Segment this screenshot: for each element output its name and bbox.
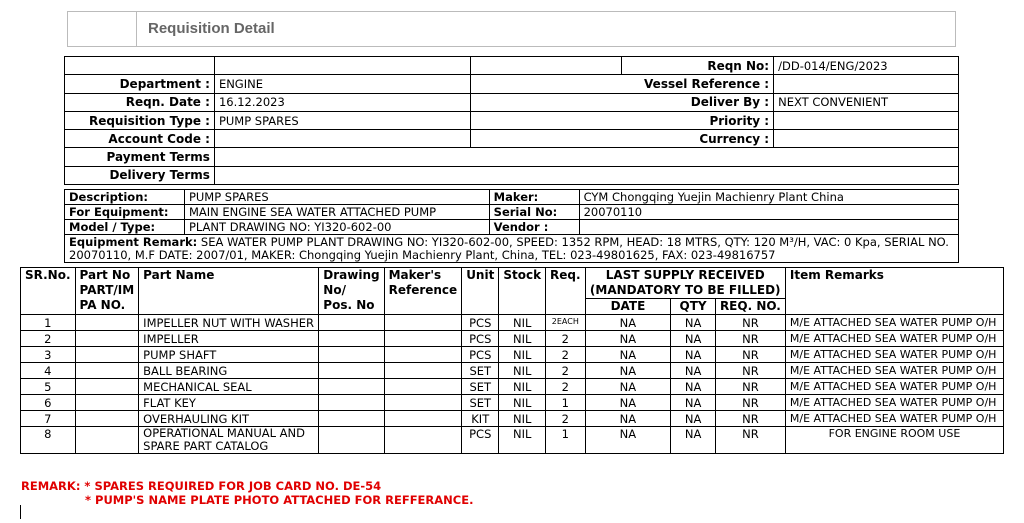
col-part-no: Part No PART/IM PA NO. — [75, 268, 139, 315]
currency-value — [774, 130, 959, 148]
cell-sr: 7 — [21, 411, 76, 427]
vessel-ref-value — [774, 75, 959, 93]
cell-date: NA — [585, 331, 671, 347]
cell-sr: 5 — [21, 379, 76, 395]
cell-maker-ref — [384, 363, 462, 379]
cell-unit: SET — [462, 379, 499, 395]
cell-stock: NIL — [499, 315, 546, 331]
vendor-value — [579, 220, 958, 235]
maker-label: Maker: — [489, 190, 579, 205]
payment-terms-value — [214, 148, 958, 166]
cell-drawing — [319, 331, 384, 347]
description-value: PUMP SPARES — [184, 190, 489, 205]
vendor-label: Vendor : — [489, 220, 579, 235]
model-label: Model / Type: — [65, 220, 185, 235]
cell-unit: PCS — [462, 315, 499, 331]
maker-value: CYM Chongqing Yuejin Machienry Plant China — [579, 190, 958, 205]
cell-part-no — [75, 395, 139, 411]
reqn-no-value: /DD-014/ENG/2023 — [774, 57, 959, 75]
col-part-name: Part Name — [139, 268, 319, 315]
cell-drawing — [319, 411, 384, 427]
cell-drawing — [319, 347, 384, 363]
cell-qty: NA — [671, 395, 716, 411]
cell-stock: NIL — [499, 395, 546, 411]
cell-maker-ref — [384, 427, 462, 454]
cell-name: FLAT KEY — [139, 395, 319, 411]
cell-sr: 2 — [21, 331, 76, 347]
cell-req-no: NR — [715, 411, 785, 427]
cell-maker-ref — [384, 347, 462, 363]
equipment-value: MAIN ENGINE SEA WATER ATTACHED PUMP — [184, 205, 489, 220]
delivery-terms-value — [214, 166, 958, 184]
table-row — [21, 395, 1004, 411]
cell-date: NA — [585, 427, 671, 454]
cell-req-no: NR — [715, 347, 785, 363]
cell-req: 2 — [546, 331, 586, 347]
serial-value: 20070110 — [579, 205, 958, 220]
cell-stock: NIL — [499, 427, 546, 454]
cell-date: NA — [585, 363, 671, 379]
items-table — [20, 267, 1004, 454]
department-label: Department : — [65, 75, 215, 93]
equipment-remark-text: SEA WATER PUMP PLANT DRAWING NO: YI320-602-00, SPEED: 1352 RPM, HEAD: 18 MTRS, QTY: 120 M³/H, VAC: 0 Kpa, SERIAL NO. 20070110, M.F DATE: 2007/01, MAKER: Chongqing Yuejin Machienry Plant, China, TEL: 023-49801625, FAX: 023-49816757 — [69, 234, 949, 262]
col-sr: SR.No. — [21, 268, 76, 315]
cell-qty: NA — [671, 347, 716, 363]
cell-name: IMPELLER NUT WITH WASHER — [139, 315, 319, 331]
department-value: ENGINE — [214, 75, 470, 93]
deliver-by-value: NEXT CONVENIENT — [774, 93, 959, 111]
cell-drawing — [319, 427, 384, 454]
cell-part-no — [75, 363, 139, 379]
cell-req-no: NR — [715, 331, 785, 347]
cell-remark: FOR ENGINE ROOM USE — [785, 427, 1003, 454]
remark-line-2: * PUMP'S NAME PLATE PHOTO ATTACHED FOR REFFERANCE. — [85, 493, 474, 507]
cell-part-no — [75, 315, 139, 331]
table-row — [21, 331, 1004, 347]
vessel-ref-label: Vessel Reference : — [470, 75, 774, 93]
model-value: PLANT DRAWING NO: YI320-602-00 — [184, 220, 489, 235]
cell-unit: PCS — [462, 427, 499, 454]
cell-req: 2 — [546, 411, 586, 427]
cell-part-no — [75, 411, 139, 427]
deliver-by-label: Deliver By : — [470, 93, 774, 111]
col-qty: QTY — [671, 299, 716, 315]
cell-unit: SET — [462, 363, 499, 379]
col-item-remarks: Item Remarks — [785, 268, 1003, 315]
cell-qty: NA — [671, 315, 716, 331]
delivery-terms-label: Delivery Terms — [65, 166, 215, 184]
cell-part-no — [75, 331, 139, 347]
table-row — [21, 363, 1004, 379]
table-row — [21, 347, 1004, 363]
cell-name: OPERATIONAL MANUAL AND SPARE PART CATALOG — [139, 427, 319, 454]
title-bar — [67, 11, 956, 47]
cell-req-no: NR — [715, 363, 785, 379]
cell-qty: NA — [671, 363, 716, 379]
cell-part-no — [75, 427, 139, 454]
col-last-supply: LAST SUPPLY RECEIVED (MANDATORY TO BE FILLED) — [585, 268, 785, 299]
cell-date: NA — [585, 379, 671, 395]
cell-qty: NA — [671, 331, 716, 347]
text-cursor — [20, 505, 21, 519]
req-type-value: PUMP SPARES — [214, 111, 470, 129]
currency-label: Currency : — [470, 130, 774, 148]
remark-line-1: REMARK: * SPARES REQUIRED FOR JOB CARD NO. DE-54 — [21, 479, 382, 493]
cell-stock: NIL — [499, 379, 546, 395]
cell-req-no: NR — [715, 315, 785, 331]
remarks-block — [21, 479, 473, 507]
cell-remark: M/E ATTACHED SEA WATER PUMP O/H — [785, 395, 1003, 411]
cell-remark: M/E ATTACHED SEA WATER PUMP O/H — [785, 363, 1003, 379]
account-code-value — [214, 130, 470, 148]
req-type-label: Requisition Type : — [65, 111, 215, 129]
cell-req: 2 — [546, 347, 586, 363]
table-row — [21, 315, 1004, 331]
cell-remark: M/E ATTACHED SEA WATER PUMP O/H — [785, 315, 1003, 331]
cell-unit: KIT — [462, 411, 499, 427]
reqn-date-label: Reqn. Date : — [65, 93, 215, 111]
payment-terms-label: Payment Terms — [65, 148, 215, 166]
cell-req-no: NR — [715, 379, 785, 395]
cell-part-no — [75, 379, 139, 395]
cell-req: 2 — [546, 363, 586, 379]
reqn-date-value: 16.12.2023 — [214, 93, 470, 111]
col-date: DATE — [585, 299, 671, 315]
cell-sr: 6 — [21, 395, 76, 411]
cell-name: OVERHAULING KIT — [139, 411, 319, 427]
cell-drawing — [319, 379, 384, 395]
cell-maker-ref — [384, 331, 462, 347]
col-drawing: Drawing No/ Pos. No — [319, 268, 384, 315]
cell-sr: 8 — [21, 427, 76, 454]
col-stock: Stock — [499, 268, 546, 315]
priority-label: Priority : — [470, 111, 774, 129]
col-req-no: REQ. NO. — [715, 299, 785, 315]
cell-req-no: NR — [715, 427, 785, 454]
page-title: Requisition Detail — [148, 20, 275, 37]
cell-drawing — [319, 315, 384, 331]
equipment-description-table — [64, 189, 959, 263]
cell-unit: SET — [462, 395, 499, 411]
description-label: Description: — [65, 190, 185, 205]
cell-req: 1 — [546, 395, 586, 411]
cell-drawing — [319, 363, 384, 379]
cell-qty: NA — [671, 379, 716, 395]
equipment-label: For Equipment: — [65, 205, 185, 220]
cell-maker-ref — [384, 379, 462, 395]
equipment-remark-label: Equipment Remark: — [69, 234, 198, 249]
table-row — [21, 411, 1004, 427]
cell-qty: NA — [671, 427, 716, 454]
cell-remark: M/E ATTACHED SEA WATER PUMP O/H — [785, 331, 1003, 347]
cell-maker-ref — [384, 395, 462, 411]
table-row — [21, 379, 1004, 395]
cell-stock: NIL — [499, 331, 546, 347]
cell-req-no: NR — [715, 395, 785, 411]
cell-stock: NIL — [499, 347, 546, 363]
cell-date: NA — [585, 315, 671, 331]
cell-sr: 3 — [21, 347, 76, 363]
cell-date: NA — [585, 395, 671, 411]
cell-name: IMPELLER — [139, 331, 319, 347]
cell-drawing — [319, 395, 384, 411]
serial-label: Serial No: — [489, 205, 579, 220]
items-body — [21, 315, 1004, 454]
priority-value — [774, 111, 959, 129]
cell-remark: M/E ATTACHED SEA WATER PUMP O/H — [785, 347, 1003, 363]
account-code-label: Account Code : — [65, 130, 215, 148]
cell-unit: PCS — [462, 347, 499, 363]
col-req: Req. — [546, 268, 586, 315]
cell-part-no — [75, 347, 139, 363]
cell-maker-ref — [384, 411, 462, 427]
col-makers-ref: Maker's Reference — [384, 268, 462, 315]
cell-req: 1 — [546, 427, 586, 454]
cell-name: PUMP SHAFT — [139, 347, 319, 363]
reqn-no-label: Reqn No: — [622, 57, 774, 75]
cell-name: BALL BEARING — [139, 363, 319, 379]
table-row — [21, 427, 1004, 454]
cell-req: 2EACH — [546, 315, 586, 331]
cell-stock: NIL — [499, 411, 546, 427]
cell-qty: NA — [671, 411, 716, 427]
cell-stock: NIL — [499, 363, 546, 379]
cell-name: MECHANICAL SEAL — [139, 379, 319, 395]
cell-maker-ref — [384, 315, 462, 331]
requisition-header-table — [64, 56, 959, 185]
cell-date: NA — [585, 347, 671, 363]
cell-req: 2 — [546, 379, 586, 395]
equipment-remark — [65, 235, 959, 263]
cell-remark: M/E ATTACHED SEA WATER PUMP O/H — [785, 379, 1003, 395]
cell-date: NA — [585, 411, 671, 427]
title-divider — [136, 12, 137, 46]
col-unit: Unit — [462, 268, 499, 315]
cell-remark: M/E ATTACHED SEA WATER PUMP O/H — [785, 411, 1003, 427]
cell-sr: 4 — [21, 363, 76, 379]
cell-sr: 1 — [21, 315, 76, 331]
cell-unit: PCS — [462, 331, 499, 347]
